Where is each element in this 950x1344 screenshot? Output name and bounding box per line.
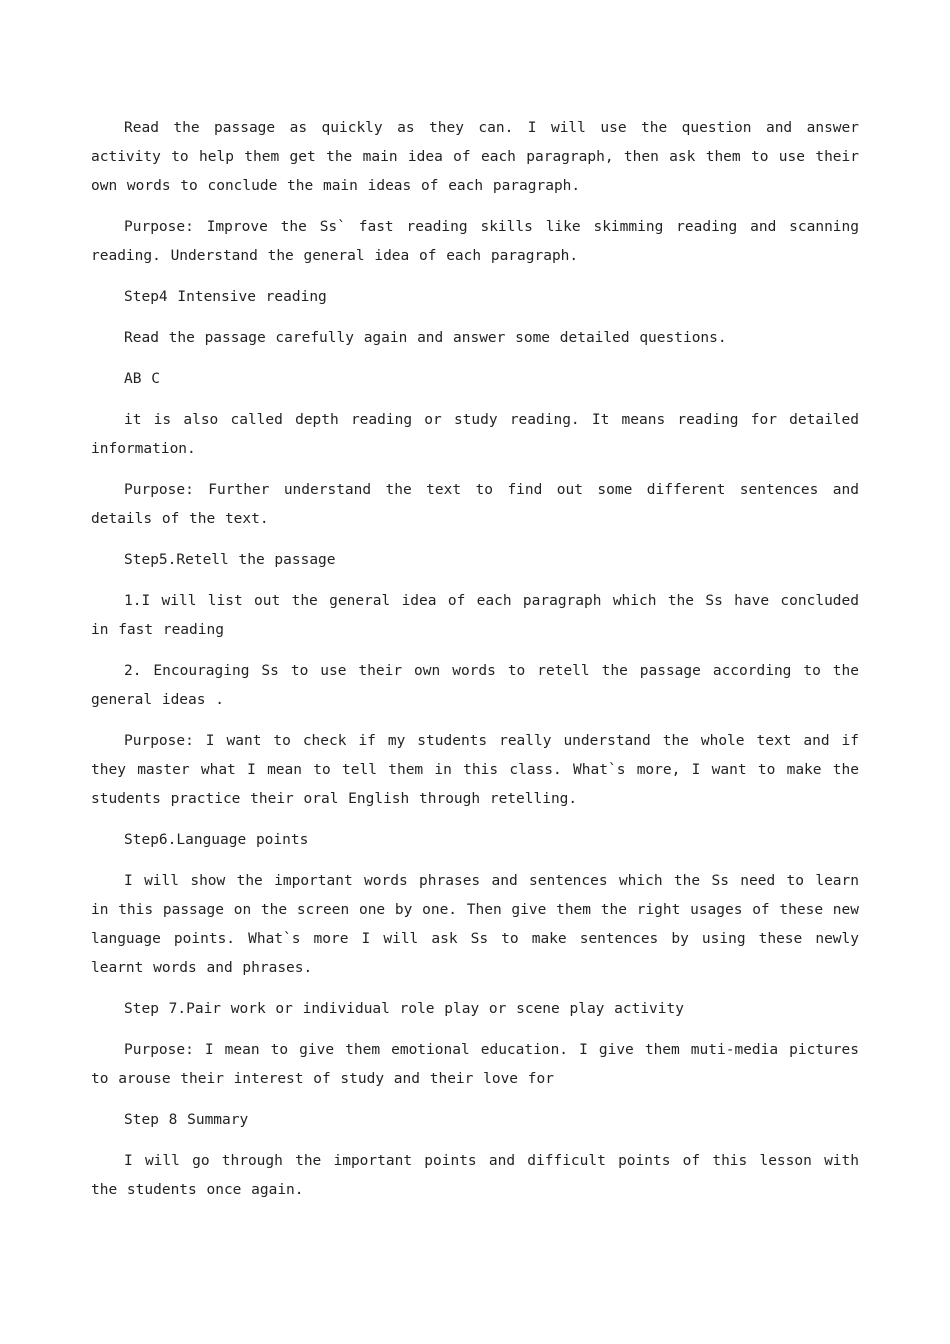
paragraph-depth-reading: it is also called depth reading or study reading. It means reading for detailed information. <box>91 412 859 457</box>
heading-step4: Step4 Intensive reading <box>124 289 327 305</box>
heading-step8: Step 8 Summary <box>124 1112 249 1128</box>
paragraph-fast-reading-purpose: Purpose: Improve the Ss` fast reading skills like skimming reading and scanning reading. Understand the general idea of each paragraph. <box>91 219 859 264</box>
paragraph-pair-work-purpose: Purpose: I mean to give them emotional education. I give them muti-media pictures to arouse their interest of study and their love for <box>91 1042 859 1087</box>
heading-step6: Step6.Language points <box>124 832 309 848</box>
paragraph-intensive-purpose: Purpose: Further understand the text to find out some different sentences and details of the text. <box>91 482 859 527</box>
paragraph-retell-1: 1.I will list out the general idea of each paragraph which the Ss have concluded in fast reading <box>91 593 859 638</box>
paragraph-retell-purpose: Purpose: I want to check if my students really understand the whole text and if they master what I mean to tell them in this class. What`s more, I want to make the students practice their oral English through retelling. <box>91 733 859 807</box>
paragraph-abc: AB C <box>124 371 160 387</box>
document-page <box>91 114 859 1217</box>
paragraph-retell-2: 2. Encouraging Ss to use their own words to retell the passage according to the general ideas . <box>91 663 859 708</box>
paragraph-language-points: I will show the important words phrases and sentences which the Ss need to learn in this passage on the screen one by one. Then give them the right usages of these new language points. What`s more I will ask Ss to make sentences by using these newly learnt words and phrases. <box>91 873 859 976</box>
paragraph-intensive-reading: Read the passage carefully again and answer some detailed questions. <box>124 330 727 346</box>
heading-step7: Step 7.Pair work or individual role play or scene play activity <box>124 1001 684 1017</box>
paragraph-fast-reading-instructions: Read the passage as quickly as they can. I will use the question and answer activity to help them get the main idea of each paragraph, then ask them to use their own words to conclude the main ideas of each paragraph. <box>91 120 859 194</box>
heading-step5: Step5.Retell the passage <box>124 552 336 568</box>
paragraph-summary: I will go through the important points and difficult points of this lesson with the students once again. <box>91 1153 859 1198</box>
